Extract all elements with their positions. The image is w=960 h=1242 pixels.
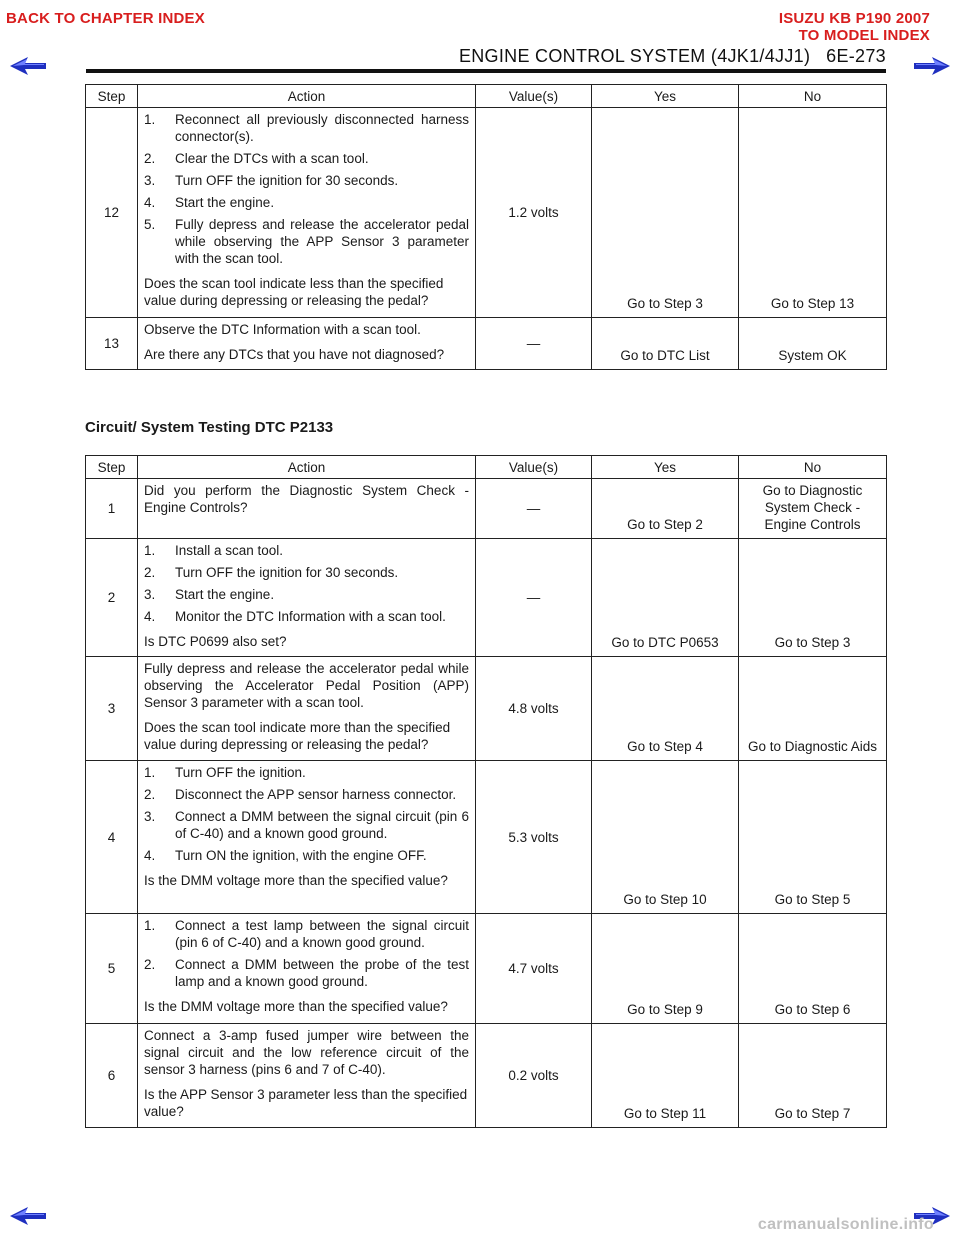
question: Did you perform the Diagnostic System Check - Engine Controls? xyxy=(144,483,469,515)
no-cell: Go to Step 13 xyxy=(739,108,887,318)
action-cell xyxy=(138,108,476,318)
action-text: Observe the DTC Information with a scan tool. xyxy=(144,322,421,337)
value-cell: 0.2 volts xyxy=(476,1024,592,1128)
table-header-row xyxy=(86,456,887,479)
substep: 1. Connect a test lamp between the signal circuit (pin 6 of C-40) and a known good ground. xyxy=(144,918,469,950)
step-number: 4 xyxy=(86,761,138,914)
substep: 3. Start the engine. xyxy=(144,587,275,602)
yes-cell: Go to Step 9 xyxy=(592,914,739,1024)
action-text: Connect a 3-amp fused jumper wire between the signal circuit and the low reference circuit of the sensor 3 harness (pins 6 and 7 of C-40). xyxy=(144,1028,469,1077)
watermark: carmanualsonline.info xyxy=(757,1216,934,1233)
action-cell xyxy=(138,761,476,914)
value-cell: 4.7 volts xyxy=(476,914,592,1024)
value-cell: 5.3 volts xyxy=(476,761,592,914)
action-cell xyxy=(138,479,476,539)
col-header-action: Action xyxy=(138,456,476,479)
next-page-arrow-icon[interactable] xyxy=(912,56,952,76)
yes-cell: Go to Step 10 xyxy=(592,761,739,914)
step-number: 5 xyxy=(86,914,138,1024)
substep: 2. Turn OFF the ignition for 30 seconds. xyxy=(144,565,399,580)
table-row xyxy=(86,761,887,914)
step-number: 6 xyxy=(86,1024,138,1128)
header-rule xyxy=(86,69,886,73)
page-header-title: ENGINE CONTROL SYSTEM (4JK1/4JJ1) 6E-273 xyxy=(458,46,886,66)
value-cell: — xyxy=(476,318,592,370)
substep: 4. Monitor the DTC Information with a scan tool. xyxy=(144,609,446,624)
action-text: Fully depress and release the accelerator pedal while observing the Accelerator Pedal Position (APP) Sensor 3 parameter with a scan tool. xyxy=(144,661,469,710)
substep: 3. Turn OFF the ignition for 30 seconds. xyxy=(144,173,399,188)
col-header-no: No xyxy=(739,456,887,479)
yes-cell: Go to Step 2 xyxy=(592,479,739,539)
no-cell: Go to Diagnostic Aids xyxy=(739,657,887,761)
table-row xyxy=(86,539,887,657)
substep: 2. Connect a DMM between the probe of the test lamp and a known good ground. xyxy=(144,957,469,989)
substep: 1. Install a scan tool. xyxy=(144,543,284,558)
yes-cell: Go to DTC List xyxy=(592,318,739,370)
to-model-index-link[interactable]: TO MODEL INDEX xyxy=(798,27,930,44)
col-header-no: No xyxy=(739,85,887,108)
no-cell: Go to Step 5 xyxy=(739,761,887,914)
question: Is the APP Sensor 3 parameter less than the specified value? xyxy=(144,1087,468,1119)
no-cell: Go to Step 6 xyxy=(739,914,887,1024)
yes-cell: Go to Step 11 xyxy=(592,1024,739,1128)
yes-cell: Go to DTC P0653 xyxy=(592,539,739,657)
table-row xyxy=(86,914,887,1024)
diagnostic-table-continued xyxy=(85,84,887,370)
previous-page-arrow-icon[interactable] xyxy=(8,1206,48,1226)
step-number: 12 xyxy=(86,108,138,318)
action-cell xyxy=(138,539,476,657)
question: Is the DMM voltage more than the specified value? xyxy=(144,999,448,1014)
col-header-step: Step xyxy=(86,85,138,108)
table-header-row xyxy=(86,85,887,108)
step-number: 1 xyxy=(86,479,138,539)
table-row xyxy=(86,479,887,539)
substep: 3. Connect a DMM between the signal circuit (pin 6 of C-40) and a known good ground. xyxy=(144,809,469,841)
action-cell xyxy=(138,657,476,761)
col-header-step: Step xyxy=(86,456,138,479)
previous-page-arrow-icon[interactable] xyxy=(8,56,48,76)
col-header-yes: Yes xyxy=(592,456,739,479)
substep: 5. Fully depress and release the accelerator pedal while observing the APP Sensor 3 parameter with the scan tool. xyxy=(144,217,469,266)
substep: 1. Turn OFF the ignition. xyxy=(144,765,306,780)
yes-cell: Go to Step 3 xyxy=(592,108,739,318)
action-cell xyxy=(138,1024,476,1128)
yes-cell: Go to Step 4 xyxy=(592,657,739,761)
section-title: Circuit/ System Testing DTC P2133 xyxy=(85,419,334,436)
back-to-chapter-index-link[interactable]: BACK TO CHAPTER INDEX xyxy=(6,10,205,27)
substep: 4. Start the engine. xyxy=(144,195,275,210)
table-row xyxy=(86,657,887,761)
value-cell: 4.8 volts xyxy=(476,657,592,761)
action-cell xyxy=(138,914,476,1024)
no-cell: System OK xyxy=(739,318,887,370)
table-row xyxy=(86,108,887,318)
table-row xyxy=(86,1024,887,1128)
substep: 2. Clear the DTCs with a scan tool. xyxy=(144,151,369,166)
substep: 1. Reconnect all previously disconnected harness connector(s). xyxy=(144,112,469,144)
value-cell: — xyxy=(476,479,592,539)
question: Does the scan tool indicate more than the specified value during depressing or releasing the pedal? xyxy=(144,720,451,752)
col-header-action: Action xyxy=(138,85,476,108)
col-header-value: Value(s) xyxy=(476,85,592,108)
col-header-yes: Yes xyxy=(592,85,739,108)
substep: 2. Disconnect the APP sensor harness connector. xyxy=(144,787,457,802)
substep: 4. Turn ON the ignition, with the engine OFF. xyxy=(144,848,427,863)
table-row xyxy=(86,318,887,370)
question: Is DTC P0699 also set? xyxy=(144,634,287,649)
step-number: 13 xyxy=(86,318,138,370)
question: Does the scan tool indicate less than the specified value during depressing or releasing the pedal? xyxy=(144,276,444,308)
no-cell: Go to Step 3 xyxy=(739,539,887,657)
value-cell: 1.2 volts xyxy=(476,108,592,318)
action-cell xyxy=(138,318,476,370)
step-number: 3 xyxy=(86,657,138,761)
brand-title: ISUZU KB P190 2007 xyxy=(778,10,930,27)
value-cell: — xyxy=(476,539,592,657)
step-number: 2 xyxy=(86,539,138,657)
no-cell: Go to Diagnostic System Check - Engine Controls xyxy=(739,479,887,539)
question: Is the DMM voltage more than the specified value? xyxy=(144,873,448,888)
question: Are there any DTCs that you have not diagnosed? xyxy=(144,347,445,362)
diagnostic-table-p2133 xyxy=(85,455,887,1128)
no-cell: Go to Step 7 xyxy=(739,1024,887,1128)
col-header-value: Value(s) xyxy=(476,456,592,479)
